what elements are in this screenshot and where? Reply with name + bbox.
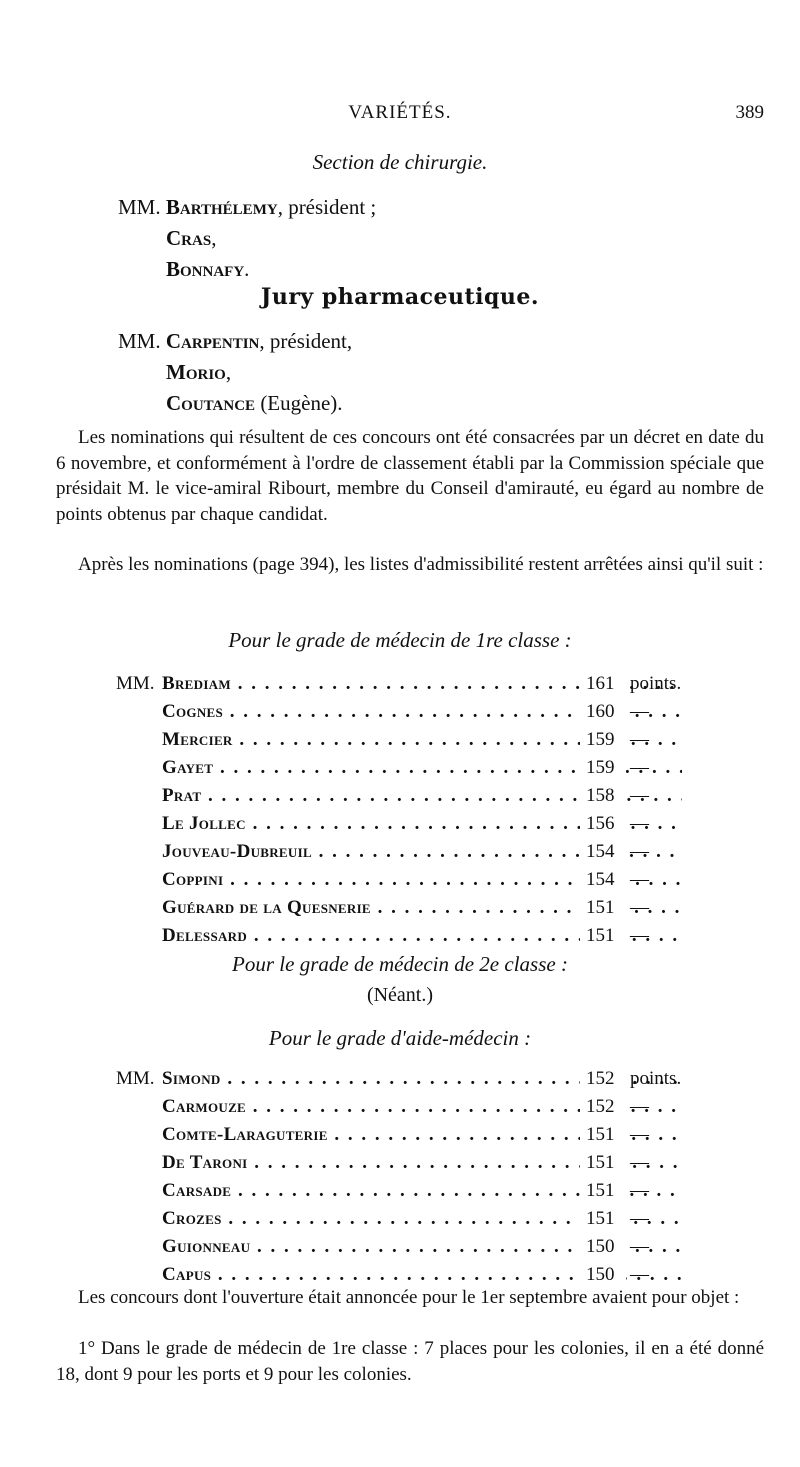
paragraph-concours (56, 1285, 764, 1311)
list-item (116, 810, 716, 838)
list-item (116, 726, 716, 754)
member-name: Barthélemy (165, 195, 278, 219)
points-unit: — (630, 729, 649, 750)
candidate-points: 156 (580, 810, 626, 838)
candidate-name: Carsade . . . (162, 1177, 682, 1205)
points-unit: — (630, 869, 649, 890)
candidate-name: Brediam . . . (162, 670, 682, 698)
candidate-name: Prat . . . (162, 782, 682, 810)
list-item (116, 1233, 716, 1261)
page-number: 389 (735, 102, 764, 123)
member-role: , président ; (277, 195, 377, 219)
member-line (118, 223, 376, 254)
list-item (116, 838, 716, 866)
points-unit: — (630, 1152, 649, 1173)
member-role: , (211, 226, 217, 250)
list-item (116, 1121, 716, 1149)
points-unit: — (630, 1208, 649, 1229)
candidate-name: Guérard de la Quesnerie . . . (162, 894, 682, 922)
candidate-points: 161 (580, 670, 626, 698)
mm-prefix: MM. (116, 673, 155, 694)
member-line (118, 326, 352, 357)
list-note-neant: (Néant.) (366, 984, 434, 1006)
candidate-points: 150 (580, 1261, 626, 1289)
paragraph-text: 1° Dans le grade de médecin de 1re classe : 7 places pour les colonies, il en a été donné 18, dont 9 pour les ports et 9 pour les colonies. (56, 1338, 764, 1385)
list-heading-aide-medecin: Pour le grade d'aide-médecin : (268, 1026, 532, 1050)
candidate-points: 151 (580, 1205, 626, 1233)
points-unit: points. (630, 673, 682, 694)
candidate-points: 151 (580, 922, 626, 950)
candidate-name: Cognes . . . (162, 698, 682, 726)
candidate-name: Mercier . . . (162, 726, 682, 754)
candidate-points: 159 (580, 726, 626, 754)
candidate-points: 154 (580, 838, 626, 866)
member-role: , (225, 360, 232, 384)
member-role: (Eugène). (255, 391, 343, 415)
candidate-name: Delessard . . . (162, 922, 682, 950)
running-title: VARIÉTÉS. (348, 102, 452, 123)
paragraph-text: Après les nominations (page 394), les listes d'admissibilité restent arrêtées ainsi qu'il suit : (78, 554, 764, 575)
jury-title: Jury pharmaceutique. (260, 284, 540, 310)
member-line (118, 254, 376, 285)
candidate-points: 151 (580, 1177, 626, 1205)
candidate-points: 152 (580, 1065, 626, 1093)
points-unit: — (630, 1264, 649, 1285)
points-unit: — (630, 897, 649, 918)
points-unit: — (630, 841, 649, 862)
candidate-points: 152 (580, 1093, 626, 1121)
jury-members (118, 326, 352, 419)
candidate-name: Comte-Laraguterie . . . (162, 1121, 682, 1149)
points-unit: — (630, 813, 649, 834)
paragraph-admissibilite (56, 552, 764, 578)
member-name: Coutance (166, 391, 256, 415)
list-item (116, 1149, 716, 1177)
member-name: Morio (166, 360, 226, 384)
points-unit: — (630, 1124, 649, 1145)
chirurgie-members (118, 192, 376, 285)
candidate-points: 150 (580, 1233, 626, 1261)
list-item (116, 1065, 716, 1093)
list-heading-medecin-1re: Pour le grade de médecin de 1re classe : (228, 628, 572, 652)
paragraph-text: Les nominations qui résultent de ces concours ont été consacrées par un décret en date du 6 novembre, et conformément à l'ordre de classement établi par la Commission spéciale que présidait M. le vice-amiral Ribourt, membre du Conseil d'amirauté, eu égard au nombre de points obtenus par chaque candidat. (56, 427, 764, 525)
candidate-name: Jouveau-Dubreuil . . . (162, 838, 682, 866)
list-item (116, 754, 716, 782)
paragraph-grade-1re (56, 1336, 764, 1387)
candidate-name: Le Jollec . . . (162, 810, 682, 838)
paragraph-text: Les concours dont l'ouverture était annoncée pour le 1er septembre avaient pour objet : (78, 1287, 740, 1308)
candidate-name: Capus . . . (162, 1261, 682, 1289)
candidate-name: Guionneau . . . (162, 1233, 682, 1261)
member-line (118, 192, 376, 223)
candidate-points: 154 (580, 866, 626, 894)
candidate-name: Gayet . . . (162, 754, 682, 782)
candidate-points: 151 (580, 1149, 626, 1177)
list-medecin-1re (116, 670, 716, 950)
points-unit: — (630, 701, 649, 722)
paragraph-nominations (56, 425, 764, 527)
list-item (116, 866, 716, 894)
running-head (0, 102, 800, 128)
points-unit: — (630, 925, 649, 946)
candidate-name: Carmouze . . . (162, 1093, 682, 1121)
candidate-points: 151 (580, 1121, 626, 1149)
list-item (116, 782, 716, 810)
list-item (116, 1205, 716, 1233)
section-title: Section de chirurgie. (312, 150, 488, 174)
candidate-name: De Taroni . . . (162, 1149, 682, 1177)
candidate-points: 159 (580, 754, 626, 782)
points-unit: — (630, 1236, 649, 1257)
list-item (116, 670, 716, 698)
points-unit: points. (630, 1068, 682, 1089)
candidate-name: Crozes . . . (162, 1205, 682, 1233)
points-unit: — (630, 1096, 649, 1117)
points-unit: — (630, 757, 649, 778)
mm-prefix: MM. (118, 329, 161, 353)
list-heading-medecin-2e: Pour le grade de médecin de 2e classe : (232, 952, 568, 976)
member-line (118, 357, 352, 388)
member-name: Carpentin (165, 329, 260, 353)
list-item (116, 698, 716, 726)
member-name: Bonnafy (166, 257, 245, 281)
member-name: Cras (166, 226, 212, 250)
candidate-name: Simond . . . (162, 1065, 682, 1093)
candidate-points: 158 (580, 782, 626, 810)
member-line (118, 388, 352, 419)
candidate-points: 160 (580, 698, 626, 726)
list-item (116, 922, 716, 950)
member-role: , président, (259, 329, 353, 353)
candidate-points: 151 (580, 894, 626, 922)
list-item (116, 894, 716, 922)
list-item (116, 1177, 716, 1205)
points-unit: — (630, 785, 649, 806)
list-item (116, 1093, 716, 1121)
mm-prefix: MM. (118, 195, 161, 219)
member-role: . (244, 257, 250, 281)
list-aide-medecin (116, 1065, 716, 1289)
mm-prefix: MM. (116, 1068, 155, 1089)
candidate-name: Coppini . . . (162, 866, 682, 894)
points-unit: — (630, 1180, 649, 1201)
